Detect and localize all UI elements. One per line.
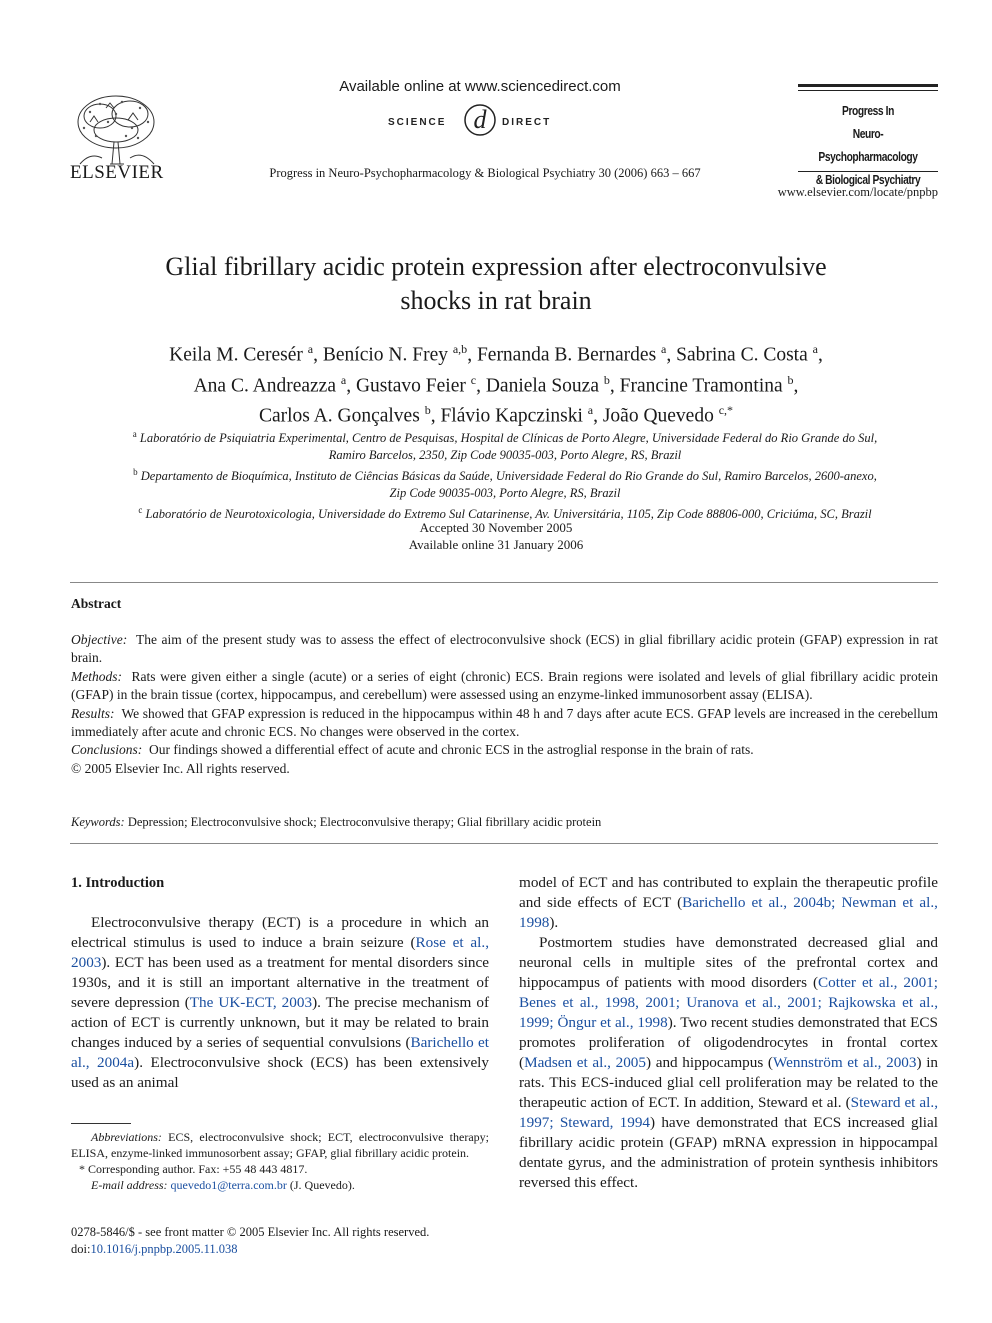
paragraph-text: ) have demonstrated that ECS increased glial fibrillary acidic protein (GFAP) mRNA expression in hippocampal dentate gyrus, and the administration of protein synthesis inhibitors reversed this effect. xyxy=(519,1114,938,1191)
paragraph-text: ). ECT has been used as a treatment for mental disorders since 1930s, and it is still an important alternative in the treatment of severe depression ( xyxy=(71,954,489,1011)
abbreviations-footnote xyxy=(71,1129,489,1161)
journal-name-line: Neuro-Psychopharmacology xyxy=(818,127,918,164)
affiliation-line: Departamento de Bioquímica, Instituto de Ciências Básicas da Saúde, Universidade Federal do Rio Grande do Sul, Ramiro Barcelos, 2600-anexo, xyxy=(140,469,877,484)
email-label: E-mail address: xyxy=(91,1178,168,1192)
abstract-section-text: Rats were given either a single (acute) or a series of eight (chronic) ECS. Brain regions were isolated and levels of glial fibrillary acidic protein (GFAP) in the brain tissue (cortex, hippocampus, and cerebellum) were assessed using an enzyme-linked immunosorbent assay (ELISA). xyxy=(71,668,938,703)
author-name: Gustavo Feier xyxy=(355,375,466,396)
citation-link[interactable]: Rose et al., 2003 xyxy=(71,934,489,971)
svg-text:DIRECT: DIRECT xyxy=(502,117,552,128)
author-affiliation-mark[interactable]: b xyxy=(787,372,794,387)
abstract-section-text: The aim of the present study was to assess the effect of electroconvulsive shock (ECS) in glial fibrillary acidic protein (GFAP) expression in rat brain. xyxy=(71,632,938,666)
journal-citation: Progress in Neuro-Psychopharmacology & Biological Psychiatry 30 (2006) 663 – 667 xyxy=(269,166,701,180)
email-suffix: (J. Quevedo). xyxy=(289,1178,355,1192)
email-footnote xyxy=(71,1177,489,1193)
citation-link[interactable]: The UK-ECT, 2003 xyxy=(189,994,313,1011)
divider xyxy=(70,843,938,844)
abstract-section xyxy=(71,741,938,759)
abstract-heading: Abstract xyxy=(71,596,122,611)
paragraph-text: ). xyxy=(549,914,559,931)
issn-line: 0278-5846/$ - see front matter © 2005 Elsevier Inc. All rights reserved. xyxy=(71,1225,430,1239)
paragraph-text: ) in rats. This ECS-induced glial cell proliferation may be related to the therapeutic action of ECT. In addition, Steward et al. ( xyxy=(519,1054,939,1111)
abbreviations-label: Abbreviations: xyxy=(91,1130,162,1144)
paragraph xyxy=(519,873,938,933)
author-affiliation-mark[interactable]: b xyxy=(603,372,610,387)
citation-link[interactable]: Madsen et al., 2005 xyxy=(524,1054,646,1071)
author-affiliation-mark[interactable]: a xyxy=(307,342,314,356)
affiliation-line: Laboratório de Neurotoxicologia, Universidade do Extremo Sul Catarinense, Av. Universitária, 1105, Zip Code 88806-000, Criciúma, SC, Brazil xyxy=(145,507,872,522)
paragraph-text: ) and hippocampus ( xyxy=(646,1054,773,1071)
abstract-section xyxy=(71,631,938,668)
sciencedirect-logo xyxy=(380,100,580,140)
affiliation-mark: a xyxy=(132,429,137,439)
author-line: Ana C. Andreazza $^a$, Gustavo Feier $^c$, Daniela Souza $^b$, Francine Tramontina $^b$, xyxy=(193,372,799,396)
corresponding-author: * Corresponding author. Fax: +55 48 443 4817. xyxy=(79,1162,308,1176)
abstract-section-label: Objective: xyxy=(71,632,128,647)
affiliation xyxy=(95,426,915,447)
article-dates xyxy=(100,519,892,553)
svg-text:SCIENCE: SCIENCE xyxy=(388,117,447,128)
journal-name-line: Progress In xyxy=(842,104,894,118)
paragraph-text: ). The precise mechanism of action of ECT is currently unknown, but it may be related to brain changes induced by a series of sequential convulsions ( xyxy=(71,994,489,1051)
author-name: Keila M. Ceresér xyxy=(169,344,303,366)
abstract-section-label: Methods: xyxy=(71,668,122,684)
author-name: Benício N. Frey xyxy=(322,344,448,366)
author-affiliation-mark[interactable]: a xyxy=(812,342,818,356)
accepted-date: Accepted 30 November 2005 xyxy=(419,520,573,535)
paragraph-text: ). Electroconvulsive shock (ECS) has been extensively used as an animal xyxy=(71,1054,489,1091)
journal-name-line: & Biological Psychiatry xyxy=(815,173,921,187)
abstract-section xyxy=(71,668,938,705)
affiliation-mark: c xyxy=(138,505,143,516)
author-name: Ana C. Andreazza xyxy=(193,375,336,396)
author-affiliation-mark[interactable]: c,* xyxy=(718,403,734,417)
svg-text:d: d xyxy=(473,105,487,134)
abstract-body xyxy=(71,631,938,778)
journal-url[interactable]: www.elsevier.com/locate/pnpbp xyxy=(777,185,938,199)
affiliation-line: Laboratório de Psiquiatria Experimental, Centro de Pesquisas, Hospital de Clínicas de Porto Alegre, Universidade Federal do Rio Grande do Sul, xyxy=(139,431,878,446)
author-affiliation-mark[interactable]: a xyxy=(661,342,667,356)
footnotes xyxy=(71,1129,489,1193)
paragraph-text: Postmortem studies have demonstrated decreased glial and neuronal cells in multiple sites of the prefrontal cortex and hippocampus of patients with mood disorders ( xyxy=(519,934,938,991)
affiliation xyxy=(95,464,915,485)
abstract-section xyxy=(71,705,938,742)
publisher-name: ELSEVIER xyxy=(70,162,164,183)
author-line: Carlos A. Gonçalves $^b$, Flávio Kapczinski $^a$, João Quevedo $^{c,*}$ xyxy=(258,403,734,427)
author-list xyxy=(100,337,892,429)
affiliation-mark: b xyxy=(133,467,138,478)
sciencedirect-available-online: Available online at www.sciencedirect.com xyxy=(339,78,621,95)
abstract-section-text: We showed that GFAP expression is reduced in the hippocampus within 48 h and 7 days after acute ECS. GFAP levels are increased in the cerebellum immediately after acute and chronic ECS. No changes were observed in the cortex. xyxy=(71,705,938,740)
abstract-section-label: Conclusions: xyxy=(71,742,143,758)
author-line: Keila M. Ceresér $^a$, Benício N. Frey $^{a,b}$, Fernanda B. Bernardes $^a$, Sabrina C. Costa $^a$, xyxy=(169,342,823,366)
journal-name-box xyxy=(798,84,938,187)
paragraph xyxy=(71,913,489,1093)
keywords-label: Keywords: xyxy=(71,815,125,829)
online-date: Available online 31 January 2006 xyxy=(408,537,584,552)
affiliation-line: Ramiro Barcelos, 2350, Zip Code 90035-003, Porto Alegre, RS, Brazil xyxy=(328,448,682,463)
paragraph-text: Electroconvulsive therapy (ECT) is a procedure in which an electrical stimulus is used to induce a brain seizure ( xyxy=(71,914,489,951)
doi-prefix: doi: xyxy=(71,1242,91,1256)
paragraph-text: model of ECT and has contributed to explain the therapeutic profile and side effects of ECT ( xyxy=(519,874,938,911)
body-column-right xyxy=(519,873,938,1193)
author-name: Flávio Kapczinski xyxy=(440,405,583,427)
citation-link[interactable]: Steward et al., 1997; Steward, 1994 xyxy=(519,1094,938,1131)
journal-name xyxy=(811,100,926,192)
title-line: shocks in rat brain xyxy=(400,286,592,315)
keywords-text: Depression; Electroconvulsive shock; Electroconvulsive therapy; Glial fibrillary acidic protein xyxy=(127,815,602,829)
title-line: Glial fibrillary acidic protein expression after electroconvulsive xyxy=(165,252,827,281)
abstract-copyright: © 2005 Elsevier Inc. All rights reserved. xyxy=(71,760,290,776)
author-affiliation-mark[interactable]: b xyxy=(424,403,431,417)
affiliations xyxy=(95,426,915,523)
author-name: Francine Tramontina xyxy=(619,375,783,396)
author-affiliation-mark[interactable]: a,b xyxy=(452,342,468,356)
author-name: Daniela Souza xyxy=(485,375,599,396)
citation-link[interactable]: Cotter et al., 2001; Benes et al., 1998, 2001; Uranova et al., 2001; Rajkowska et al., 1999; Öngur et al., 1998 xyxy=(519,974,938,1031)
footnote-divider xyxy=(71,1123,131,1124)
paragraph xyxy=(519,933,938,1193)
author-name: Fernanda B. Bernardes xyxy=(476,344,657,366)
author-affiliation-mark[interactable]: c xyxy=(470,372,477,387)
section-heading: 1. Introduction xyxy=(71,875,165,891)
body-column-left xyxy=(71,873,489,1093)
citation-link[interactable]: Barichello et al., 2004b; Newman et al., 1998 xyxy=(519,894,938,931)
doi-link[interactable]: 10.1016/j.pnpbp.2005.11.038 xyxy=(90,1242,238,1256)
author-name: Carlos A. Gonçalves xyxy=(258,405,420,427)
author-affiliation-mark[interactable]: a xyxy=(340,372,347,387)
abstract-section-text: Our findings showed a differential effect of acute and chronic ECS in the astroglial response in the brain of rats. xyxy=(149,742,754,758)
citation-link[interactable]: Barichello et al., 2004a xyxy=(71,1034,489,1071)
abbreviations-text: ECS, electroconvulsive shock; ECT, electroconvulsive therapy; ELISA, enzyme-linked immunosorbent assay; GFAP, glial fibrillary acidic protein. xyxy=(71,1130,490,1160)
doi-line xyxy=(71,1241,571,1258)
email-link[interactable]: quevedo1@terra.com.br xyxy=(170,1178,287,1192)
author-affiliation-mark[interactable]: a xyxy=(587,403,594,417)
divider xyxy=(70,582,938,583)
affiliation-line: Zip Code 90035-003, Porto Alegre, RS, Brazil xyxy=(389,486,621,501)
footer xyxy=(71,1224,571,1258)
keywords xyxy=(71,815,938,830)
author-name: João Quevedo xyxy=(602,405,714,427)
paper-title xyxy=(100,250,892,318)
abstract-section-label: Results: xyxy=(71,705,115,721)
paragraph-text: ). Two recent studies demonstrated that ECS promotes proliferation of oligodendrocytes in frontal cortex ( xyxy=(519,1014,939,1071)
author-name: Sabrina C. Costa xyxy=(676,344,808,366)
citation-link[interactable]: Wennström et al., 2003 xyxy=(773,1054,917,1071)
